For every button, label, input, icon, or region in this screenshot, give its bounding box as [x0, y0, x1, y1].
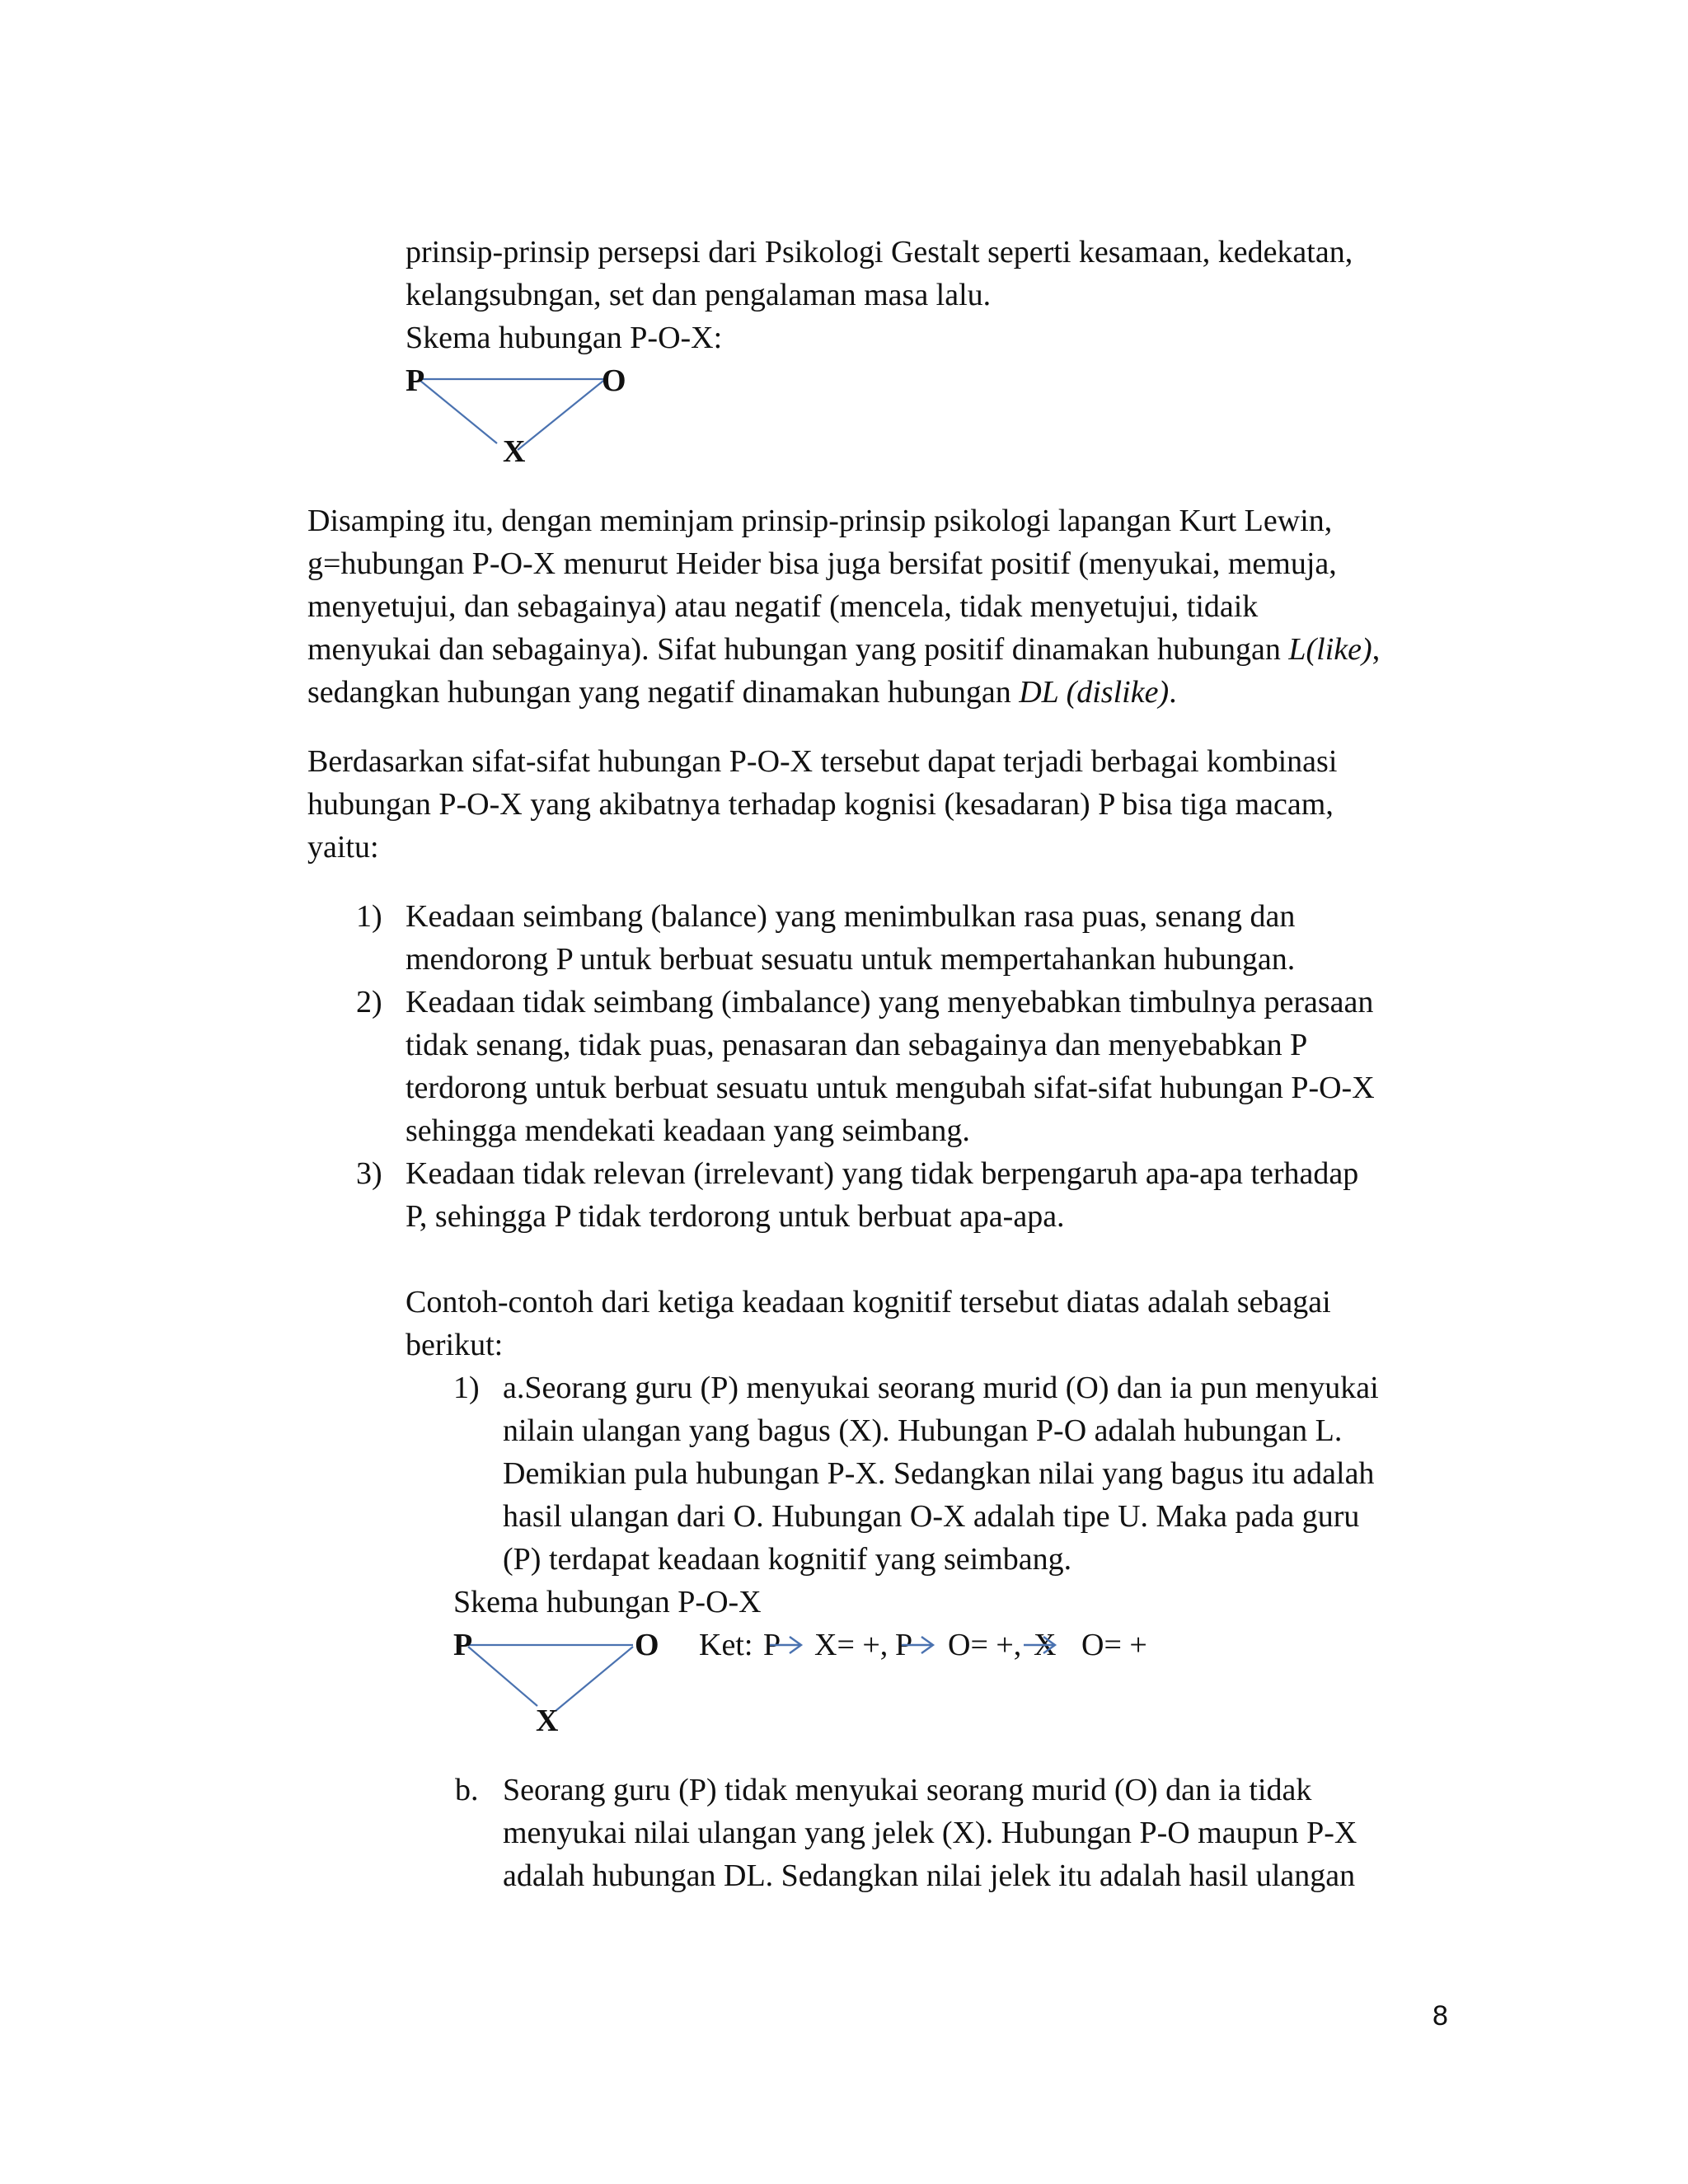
arrow-icon — [1022, 1635, 1058, 1655]
example-1a-line-2: nilain ulangan yang bagus (X). Hubungan P-O adalah hubungan L. — [503, 1413, 1343, 1448]
list-item-3-line-1: Keadaan tidak relevan (irrelevant) yang tidak berpengaruh apa-apa terhadap — [406, 1156, 1359, 1191]
para1-line-5-text: sedangkan hubungan yang negatif dinamakan hubungan — [307, 675, 1020, 710]
node-p-1: P — [406, 363, 425, 398]
para1-line-1: Disamping itu, dengan meminjam prinsip-prinsip psikologi lapangan Kurt Lewin, — [307, 504, 1333, 538]
para2-line-2: hubungan P-O-X yang akibatnya terhadap kognisi (kesadaran) P bisa tiga macam, — [307, 787, 1334, 822]
ket-eq2: O= +, — [948, 1628, 1022, 1662]
ket-eq3: O= + — [1081, 1628, 1147, 1662]
para1-line-5-end: . — [1169, 675, 1177, 710]
example-b-line-1: Seorang guru (P) tidak menyukai seorang murid (O) dan ia tidak — [503, 1773, 1312, 1807]
intro-line-1: prinsip-prinsip persepsi dari Psikologi Gestalt seperti kesamaan, kedekatan, — [406, 235, 1353, 269]
node-o-1: O — [602, 363, 626, 398]
intro-line-2: kelangsubngan, set dan pengalaman masa lalu. — [406, 278, 992, 312]
list-item-2-line-1: Keadaan tidak seimbang (imbalance) yang menyebabkan timbulnya perasaan — [406, 985, 1374, 1019]
example-num-1: 1) — [453, 1371, 480, 1405]
arrow-icon — [900, 1635, 936, 1655]
list-item-2-line-4: sehingga mendekati keadaan yang seimbang. — [406, 1113, 970, 1148]
list-num-3: 3) — [356, 1156, 382, 1191]
example-b-label: b. — [455, 1773, 479, 1807]
ket-p1: P — [763, 1628, 781, 1662]
example-1a-line-4: hasil ulangan dari O. Hubungan O-X adalah tipe U. Maka pada guru — [503, 1499, 1360, 1534]
example-b-line-2: menyukai nilai ulangan yang jelek (X). Hubungan P-O maupun P-X — [503, 1816, 1357, 1850]
dislike-term: DL (dislike) — [1019, 675, 1170, 710]
ket-p2: P — [895, 1628, 913, 1662]
para2-line-1: Berdasarkan sifat-sifat hubungan P-O-X tersebut dapat terjadi berbagai kombinasi — [307, 744, 1338, 779]
para1-line-5 — [307, 671, 1177, 715]
list-item-2-line-3: terdorong untuk berbuat sesuatu untuk mengubah sifat-sifat hubungan P-O-X — [406, 1071, 1375, 1105]
schema-label-2: Skema hubungan P-O-X — [453, 1585, 762, 1619]
example-1a-line-3: Demikian pula hubungan P-X. Sedangkan nilai yang bagus itu adalah — [503, 1456, 1375, 1491]
example-1a-line-5: (P) terdapat keadaan kognitif yang seimbang. — [503, 1542, 1072, 1577]
list-item-1-line-1: Keadaan seimbang (balance) yang menimbulkan rasa puas, senang dan — [406, 899, 1296, 934]
para1-line-4-text: menyukai dan sebagainya). Sifat hubungan yang positif dinamakan hubungan — [307, 632, 1289, 667]
para2-line-3: yaitu: — [307, 830, 379, 865]
ket-eq1: X= +, — [814, 1628, 889, 1662]
example-1a-line-1: a.Seorang guru (P) menyukai seorang murid (O) dan ia pun menyukai — [503, 1371, 1379, 1405]
list-item-1-line-2: mendorong P untuk berbuat sesuatu untuk mempertahankan hubungan. — [406, 942, 1296, 977]
page-number: 8 — [1432, 2000, 1448, 2032]
node-x-2: X — [536, 1704, 559, 1738]
node-o-2: O — [635, 1628, 659, 1662]
para1-line-2: g=hubungan P-O-X menurut Heider bisa juga bersifat positif (menyukai, memuja, — [307, 546, 1337, 581]
like-term: L(like) — [1288, 632, 1372, 667]
para1-line-4-end: , — [1372, 632, 1381, 667]
pox-edge-ox-2 — [556, 1647, 633, 1711]
pox-edge-ox — [518, 381, 603, 450]
pox-edge-px — [420, 381, 497, 443]
para1-line-4 — [307, 628, 1380, 672]
examples-intro-line-2: berikut: — [406, 1328, 504, 1362]
node-p-2: P — [453, 1628, 473, 1662]
list-item-3-line-2: P, sehingga P tidak terdorong untuk berbuat apa-apa. — [406, 1199, 1065, 1234]
ket-x: X — [1034, 1628, 1057, 1662]
list-num-1: 1) — [356, 899, 382, 934]
schema-label-1: Skema hubungan P-O-X: — [406, 321, 723, 355]
pox-edge-px-2 — [468, 1647, 537, 1706]
list-num-2: 2) — [356, 985, 382, 1019]
example-b-line-3: adalah hubungan DL. Sedangkan nilai jelek itu adalah hasil ulangan — [503, 1858, 1356, 1893]
node-x-1: X — [503, 434, 526, 469]
list-item-2-line-2: tidak senang, tidak puas, penasaran dan sebagainya dan menyebabkan P — [406, 1028, 1308, 1062]
para1-line-3: menyetujui, dan sebagainya) atau negatif (mencela, tidak menyetujui, tidaik — [307, 589, 1259, 624]
arrow-icon — [768, 1635, 804, 1655]
ket-label: Ket: — [699, 1628, 753, 1662]
examples-intro-line-1: Contoh-contoh dari ketiga keadaan kognitif tersebut diatas adalah sebagai — [406, 1285, 1331, 1319]
